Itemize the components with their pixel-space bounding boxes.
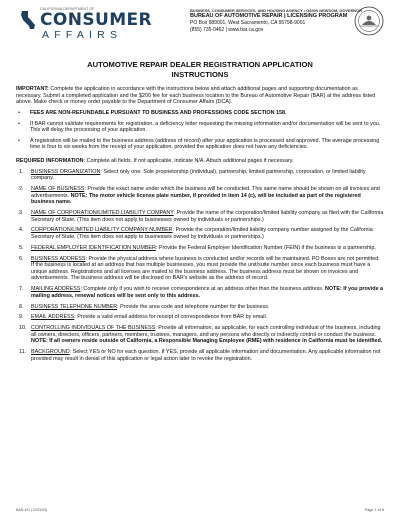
item-heading: CORPORATION/LIMITED LIABILITY COMPANY NUMBER bbox=[31, 227, 173, 234]
item-heading: MAILING ADDRESS bbox=[31, 286, 81, 293]
required-label: REQUIRED INFORMATION bbox=[16, 157, 84, 164]
item-number: 6. bbox=[19, 255, 24, 262]
item-number: 2. bbox=[19, 186, 24, 193]
bullet-icon: • bbox=[18, 109, 20, 116]
list-item bbox=[16, 286, 384, 299]
item-heading: CONTROLLING INDIVIDUALS OF THE BUSINESS bbox=[31, 325, 156, 332]
item-text: : Provide the Federal Employer Identification Number (FEIN) if the business is a partnership. bbox=[155, 244, 376, 251]
item-number: 5. bbox=[19, 244, 24, 251]
page-number: Page 1 of 8 bbox=[364, 508, 384, 512]
item-text: : Provide the exact name under which the business will be conducted. This same name should be shown on all invoices and advertisements. bbox=[31, 186, 380, 199]
title-line-1: AUTOMOTIVE REPAIR DEALER REGISTRATION APPLICATION bbox=[87, 60, 313, 69]
item-text: : Select YES or NO for each question. If YES, provide all applicable information and documentation. Any applicable information not provided may result in denial of this application or legal action later to revoke the registration. bbox=[31, 349, 381, 362]
list-item bbox=[16, 186, 384, 206]
item-heading: BUSINESS TELEPHONE NUMBER bbox=[31, 303, 118, 310]
list-item bbox=[16, 245, 384, 252]
item-heading: BUSINESS ADDRESS bbox=[31, 255, 86, 262]
state-outline-icon bbox=[18, 10, 38, 30]
required-text: : Complete all fields. If not applicable, indicate N/A. Attach additional pages if necessary. bbox=[83, 157, 294, 164]
bullet-text: If BAR cannot validate requirements for registration, a deficiency letter requesting the missing information and/or documentation will be sent to you. This will delay the processing of your application. bbox=[30, 120, 381, 134]
list-item bbox=[16, 314, 384, 321]
list-item bbox=[16, 325, 384, 345]
document-title bbox=[16, 60, 384, 79]
important-label: IMPORTANT: bbox=[16, 86, 49, 93]
item-text: : Complete only if you wish to receive correspondence at an address other than the business address. bbox=[80, 286, 325, 293]
bureau-name: BUREAU OF AUTOMOTIVE REPAIR | LICENSING PROGRAM bbox=[190, 13, 348, 19]
item-number: 1. bbox=[19, 168, 24, 175]
letterhead bbox=[16, 6, 384, 52]
item-heading: NAME OF BUSINESS bbox=[31, 186, 85, 193]
bureau-address: PO Box 989001, West Sacramento, CA 95798-9001 bbox=[190, 20, 306, 26]
dca-logo bbox=[16, 6, 186, 48]
bullet-item bbox=[16, 110, 384, 117]
item-text: : Provide the physical address where business is conducted and/or records will be maintained. PO Boxes are not permitted. If the business is located at an address that has multiple businesses, you must provide the unit/suite number since each business must have a unique address. Registrations and all licenses are mailed to the business address. The business address must be shown on invoices and advertisements. The business address will be disclosed on BAR's website as the address of record. bbox=[31, 255, 380, 282]
item-note: NOTE: If you provide a mailing address, renewal notices will be sent only to this address. bbox=[31, 286, 384, 299]
bureau-contact: (855) 735-0462 | www.bar.ca.gov bbox=[190, 26, 264, 33]
item-number: 4. bbox=[19, 227, 24, 234]
item-heading: FEDERAL EMPLOYER IDENTIFICATION NUMBER bbox=[31, 244, 156, 251]
item-heading: NAME OF CORPORATION/LIMITED LIABILITY COMPANY bbox=[31, 210, 174, 217]
title-line-2: INSTRUCTIONS bbox=[171, 69, 229, 79]
item-number: 3. bbox=[19, 210, 24, 217]
bullet-text: A registration will be mailed to the business address (address of record) after your application is processed and approved. The average processing time is four to six weeks from the receipt of your application, provided the application does not have any deficiencies. bbox=[30, 137, 380, 151]
item-text: : Provide all information, as applicable, for each controlling individual of the business, including all owners, directors, officers, partners, members, trustees, managers, and any persons who directly or indirectly control or conduct the business. bbox=[31, 325, 381, 338]
bullet-bold: FEES ARE NON-REFUNDABLE PURSUANT TO BUSINESS AND PROFESSIONS CODE SECTION 158. bbox=[30, 109, 287, 116]
logo-top-text: CALIFORNIA DEPARTMENT OF bbox=[40, 7, 95, 11]
list-item bbox=[16, 227, 384, 240]
bullet-icon: • bbox=[18, 137, 20, 144]
logo-main-text: CONSUMER bbox=[40, 10, 153, 30]
list-item bbox=[16, 256, 384, 282]
item-text: : Provide the area code and telephone number for the business. bbox=[117, 303, 270, 310]
bullet-icon: • bbox=[18, 120, 20, 127]
item-number: 10. bbox=[19, 325, 27, 332]
list-item bbox=[16, 210, 384, 223]
item-heading: EMAIL ADDRESS bbox=[31, 314, 75, 321]
bullet-item bbox=[16, 138, 384, 151]
item-text: : Provide a valid email address for receipt of correspondence from BAR by email. bbox=[74, 314, 268, 321]
required-paragraph bbox=[16, 158, 384, 165]
form-id: BAR-101 (12/03/20) bbox=[16, 508, 48, 512]
item-number: 9. bbox=[19, 314, 24, 321]
list-item bbox=[16, 169, 384, 182]
item-number: 7. bbox=[19, 286, 24, 293]
important-paragraph bbox=[16, 86, 384, 106]
state-seal-icon bbox=[354, 6, 384, 36]
list-item bbox=[16, 304, 384, 311]
item-note: NOTE: If all owners reside outside of California, a Responsible Managing Employee (RME) with residence in California must be identified. bbox=[31, 338, 383, 345]
item-heading: BACKGROUND bbox=[31, 349, 70, 356]
bullet-item bbox=[16, 121, 384, 134]
item-text: : Provide the name of the corporation/limited liability company as filed with the California Secretary of State. (This item does not apply to businesses owned by individuals or partnerships.) bbox=[31, 210, 384, 223]
item-text: : Select only one: Sole proprietorship (individual), partnership, limited partnership, corporation, or limited liability company. bbox=[31, 168, 366, 182]
agency-block bbox=[190, 8, 363, 33]
list-item bbox=[16, 349, 384, 362]
logo-sub-text: AFFAIRS bbox=[42, 29, 123, 41]
page-footer bbox=[16, 504, 384, 512]
item-heading: BUSINESS ORGANIZATION bbox=[31, 168, 101, 175]
item-number: 8. bbox=[19, 303, 24, 310]
item-note: NOTE: The motor vehicle license plate number, if provided in item 14 (c), will be included as part of the registered business name. bbox=[31, 192, 361, 206]
agency-line: BUSINESS, CONSUMER SERVICES, AND HOUSING AGENCY • GAVIN NEWSOM, GOVERNOR bbox=[190, 8, 363, 13]
instruction-list bbox=[16, 169, 384, 363]
item-number: 11. bbox=[19, 349, 27, 356]
item-text: : Provide the corporation/limited liability company number assigned by the California Secretary of State. (This item does not apply to businesses owned by individuals or partnerships.) bbox=[31, 227, 373, 241]
important-text: Complete the application in accordance with the instructions below and attach additional pages and supporting documentation as necessary. Submit a completed application and the $200 fee for each business location to the Bureau of Automotive Repair (BAR) at the address listed above. Make check or money order payable to the Department of Consumer Affairs (DCA). bbox=[16, 86, 376, 106]
